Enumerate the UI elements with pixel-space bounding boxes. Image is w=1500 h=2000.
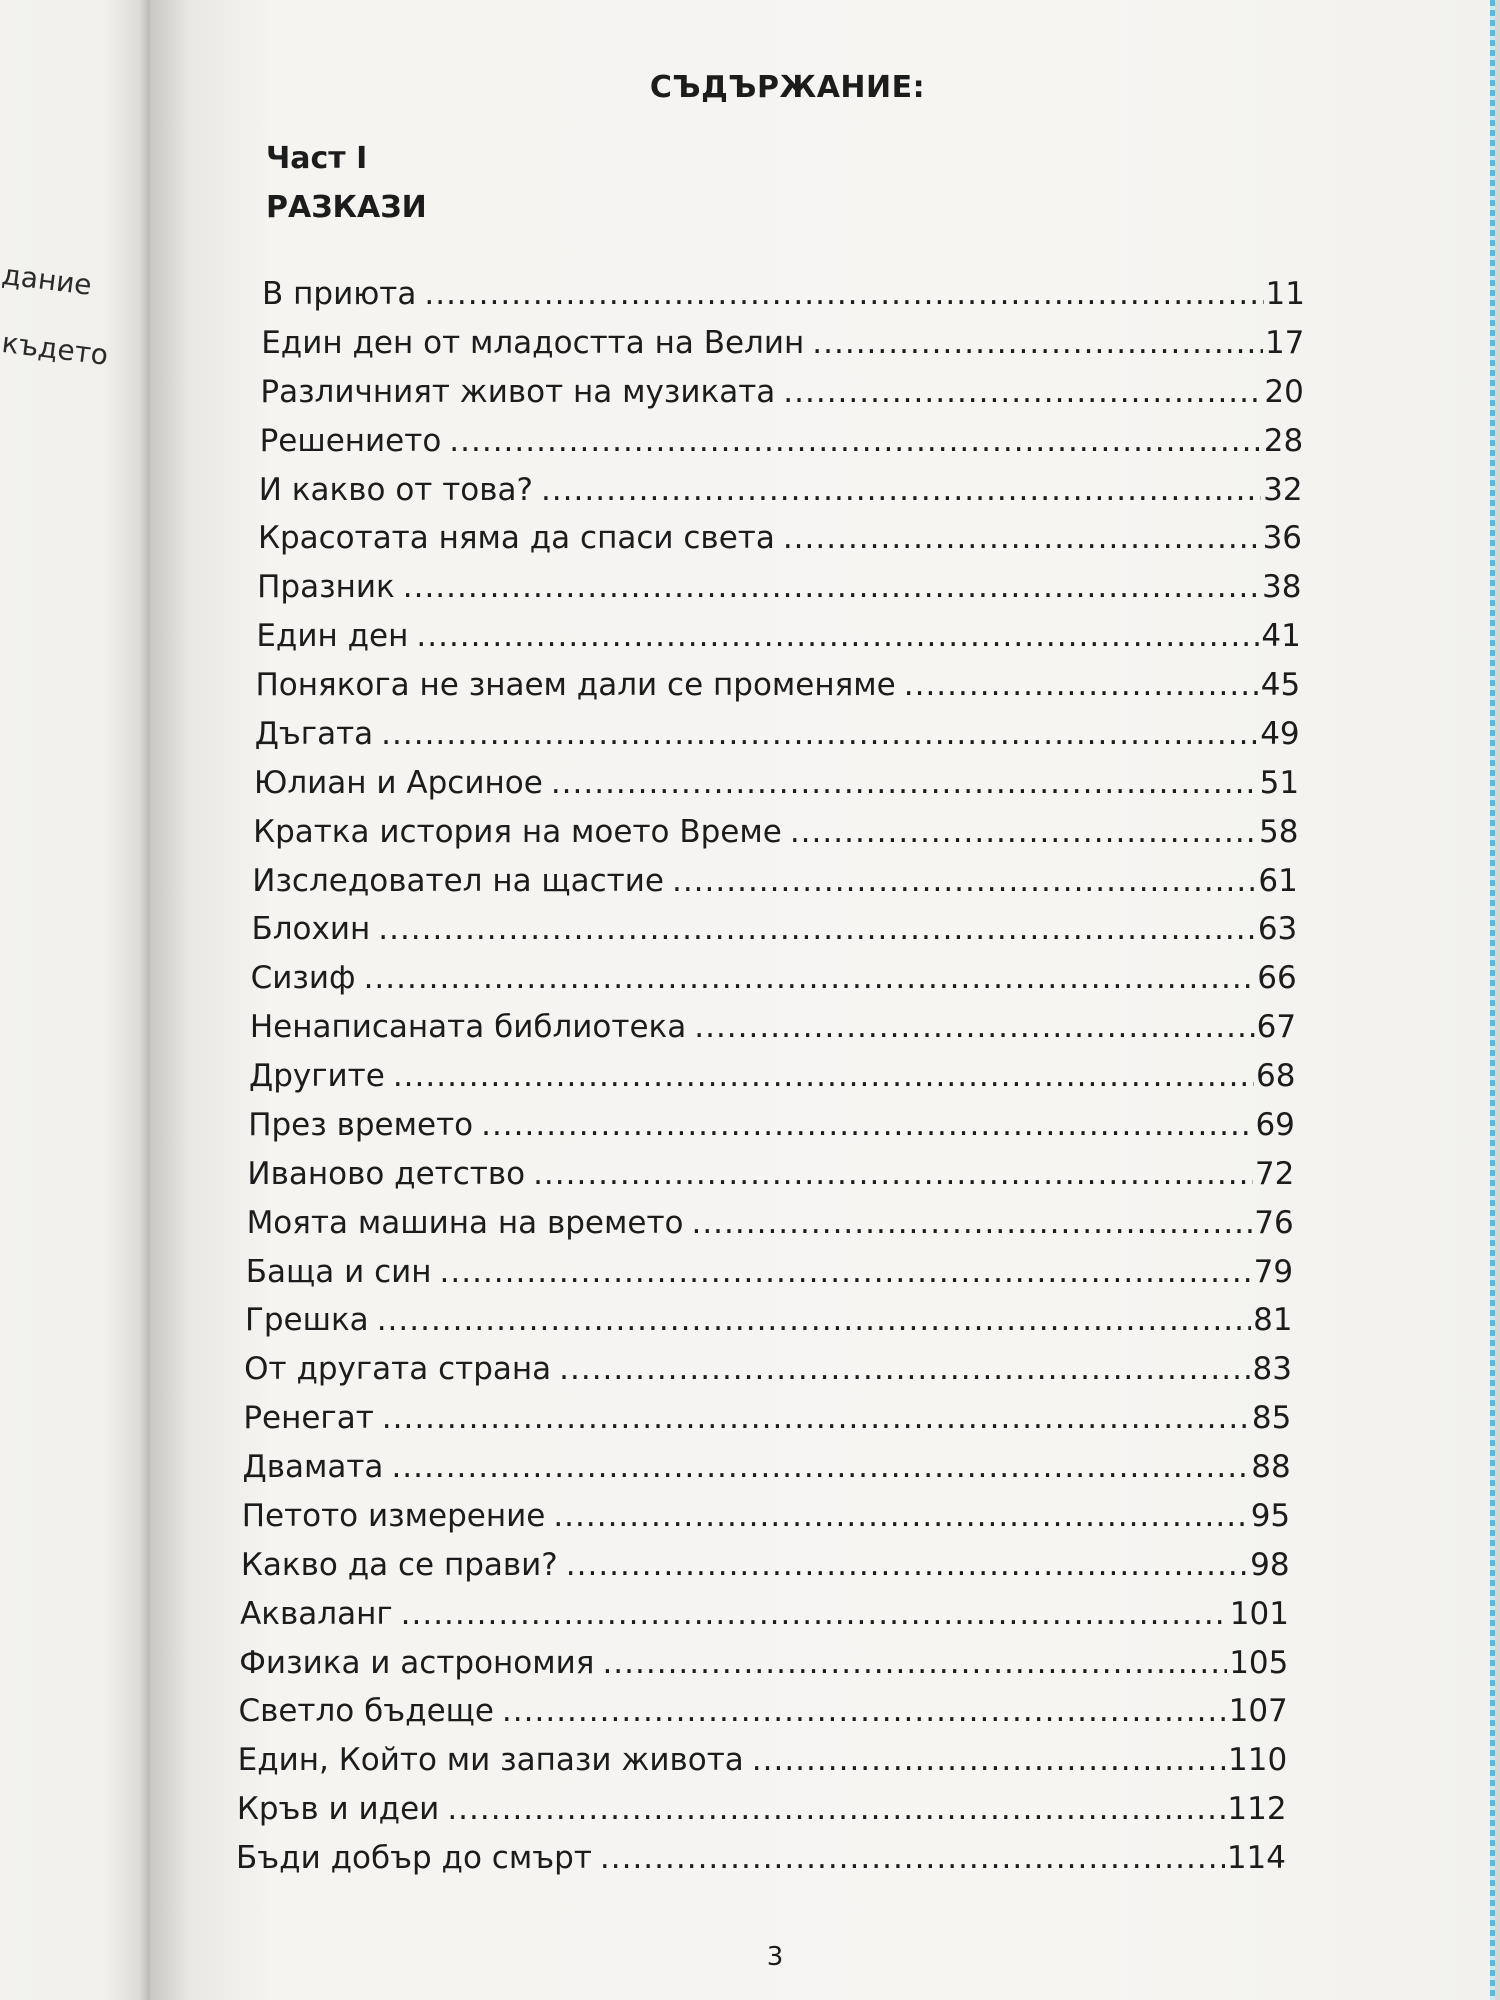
toc-entry-page: 110 [1228,1742,1288,1779]
toc-entry-page: 63 [1257,911,1298,948]
toc-entry [252,861,1298,901]
toc-entry [261,323,1304,363]
left-page-text-fragment: дание [0,258,94,302]
toc-entry [257,567,1301,607]
toc-entry [238,1740,1288,1780]
toc-entry [247,1203,1294,1243]
toc-entry-page: 101 [1229,1595,1289,1632]
toc-entry-leader [403,567,1260,607]
toc-entry-leader [393,1056,1254,1096]
toc-entry-leader [600,1838,1225,1878]
toc-entry-title: Петото измерение [241,1497,546,1534]
toc-entry [255,714,1300,754]
toc-entry-leader [551,763,1258,803]
toc-entry-page: 105 [1229,1644,1289,1681]
toc-entry-title: Един, Който ми запази живота [237,1742,744,1779]
toc-entry-page: 107 [1228,1693,1288,1730]
toc-entry [256,616,1301,656]
toc-entry [247,1154,1294,1194]
toc-entry-title: Двамата [242,1449,384,1485]
toc-entry-leader [377,1300,1251,1340]
toc-entry-title: Ренегат [243,1400,374,1437]
toc-entry-page: 36 [1262,520,1303,557]
toc-entry-page: 114 [1226,1840,1286,1876]
toc-entry [241,1545,1290,1585]
toc-entry-page: 81 [1253,1302,1293,1339]
toc-entry-title: Един ден от младостта на Велин [261,324,805,361]
toc-entry [258,518,1302,558]
toc-entry-leader [566,1545,1248,1585]
toc-entry-page: 20 [1264,373,1304,410]
toc-entry-page: 85 [1251,1400,1292,1437]
toc-entry-page: 66 [1257,960,1297,997]
toc-entry-title: Какво да се прави? [240,1546,558,1583]
book-page [150,0,1495,2000]
left-page-text-fragment: където [0,326,110,372]
toc-entry-title: Грешка [244,1302,369,1339]
toc-entry-leader [401,1594,1228,1634]
part-subtitle: РАЗКАЗИ [266,190,427,225]
toc-entry [237,1789,1287,1829]
left-page [0,0,150,2000]
toc-entry-page: 32 [1263,471,1303,508]
toc-entry-leader [602,1643,1227,1683]
toc-entry-title: В приюта [262,276,417,312]
toc-entry-page: 95 [1250,1497,1291,1534]
toc-entry-page: 112 [1227,1791,1287,1828]
toc-entry-page: 28 [1263,422,1304,459]
toc-entry-title: През времето [248,1106,474,1143]
toc-entry-leader [812,323,1263,363]
toc-entry-page: 58 [1259,813,1299,850]
toc-entry-page: 88 [1251,1449,1291,1485]
toc-entry-title: Бъди добър до смърт [236,1840,592,1876]
toc-entry [245,1300,1293,1340]
toc-entry-leader [559,1349,1250,1389]
toc-entry-leader [364,958,1256,998]
toc-entry-title: Един ден [256,618,409,655]
toc-entry [251,909,1297,949]
toc-entry-leader [553,1496,1248,1536]
toc-entry-leader [424,274,1263,314]
toc-entry-page: 98 [1250,1546,1290,1583]
toc-entry-page: 76 [1254,1204,1294,1241]
toc-entry-leader [449,421,1261,461]
toc-entry-title: Красотата няма да спаси света [257,520,775,557]
toc-entry-title: Кратка история на моето Време [253,813,782,850]
toc-entry-leader [391,1447,1249,1487]
toc-entry [243,1447,1291,1487]
toc-entry [253,812,1298,852]
page-number: 3 [766,1942,784,1972]
toc-entry-title: Блохин [251,911,371,948]
toc-entry-page: 51 [1259,764,1300,801]
toc-entry-title: И какво от това? [258,471,533,508]
toc-entry-leader [904,665,1259,705]
toc-entry-page: 11 [1265,276,1305,312]
toc-entry-title: Ненаписаната библиотека [249,1009,687,1046]
toc-entry-leader [378,909,1256,949]
toc-entry [242,1496,1290,1536]
toc-entry [248,1105,1295,1145]
toc-entry-page: 61 [1258,862,1298,899]
toc-entry [262,274,1305,314]
toc-entry-title: Акваланг [240,1595,393,1632]
toc-entry-title: Светло бъдеще [238,1693,494,1730]
toc-entry-leader [382,1398,1250,1438]
toc-entry [244,1349,1292,1389]
toc-entry-page: 79 [1253,1253,1294,1290]
toc-entry-page: 72 [1254,1155,1295,1192]
toc-entry [243,1398,1291,1438]
toc-entry-leader [481,1105,1253,1145]
toc-entry-page: 17 [1264,324,1305,361]
toc-entry-title: Различният живот на музиката [260,373,776,410]
toc-entry [254,763,1299,803]
toc-entry-leader [691,1203,1252,1243]
toc-entry-leader [533,1154,1253,1194]
toc-entry-leader [440,1252,1252,1292]
toc-entry-leader [752,1740,1226,1780]
toc-entry [250,1007,1296,1047]
toc-entry-title: Иваново детство [247,1155,526,1192]
toc-entry-title: Юлиан и Арсиное [253,764,543,801]
toc-entry-title: Празник [257,569,395,606]
toc-entry [249,1056,1296,1096]
toc-entry-title: От другата страна [244,1351,552,1388]
toc-entry [236,1838,1286,1878]
toc-entry [256,665,1301,705]
toc-entry [238,1691,1287,1731]
toc-entry-title: Дъгата [254,715,374,752]
toc-entry-page: 68 [1256,1058,1296,1094]
toc-entry-page: 41 [1261,618,1301,655]
toc-entry-title: Моята машина на времето [246,1204,684,1241]
toc-entry-leader [447,1789,1225,1829]
toc-entry-page: 49 [1260,715,1300,752]
toc-entry [260,421,1304,461]
toc-entry-leader [381,714,1258,754]
toc-entry [239,1643,1288,1683]
toc-entry-leader [790,812,1257,852]
toc-entry-page: 45 [1260,667,1301,703]
toc-entry-title: Другите [249,1058,385,1094]
toc-entry-page: 67 [1256,1009,1297,1046]
toc-entry-title: Кръв и идеи [236,1791,440,1828]
toc-entry-title: Физика и астрономия [239,1644,595,1681]
toc-entry-leader [783,372,1262,412]
toc-title: СЪДЪРЖАНИЕ: [649,70,926,105]
toc-entry [259,470,1303,510]
toc-entry [251,958,1297,998]
part-label: Част I [266,141,368,176]
toc-entry-page: 83 [1252,1351,1292,1388]
toc-entry-title: Изследовател на щастие [252,862,664,899]
book-cover-edge [1490,0,1495,2000]
toc-entry-title: Решението [259,422,442,459]
toc-entry-title: Баща и син [245,1253,432,1290]
toc-entry-title: Сизиф [250,960,356,997]
toc-entry-leader [694,1007,1254,1047]
toc-entry [240,1594,1289,1634]
toc-entry-leader [783,518,1261,558]
toc-entry-leader [672,861,1256,901]
toc-entry-leader [502,1691,1227,1731]
toc-entry [260,372,1303,412]
toc-entry-page: 38 [1261,569,1302,606]
toc-entry-page: 69 [1255,1106,1295,1143]
toc-entry [246,1252,1293,1292]
toc-entry-title: Понякога не знаем дали се променяме [255,667,896,703]
toc-entry-leader [416,616,1259,656]
toc-entry-leader [541,470,1261,510]
